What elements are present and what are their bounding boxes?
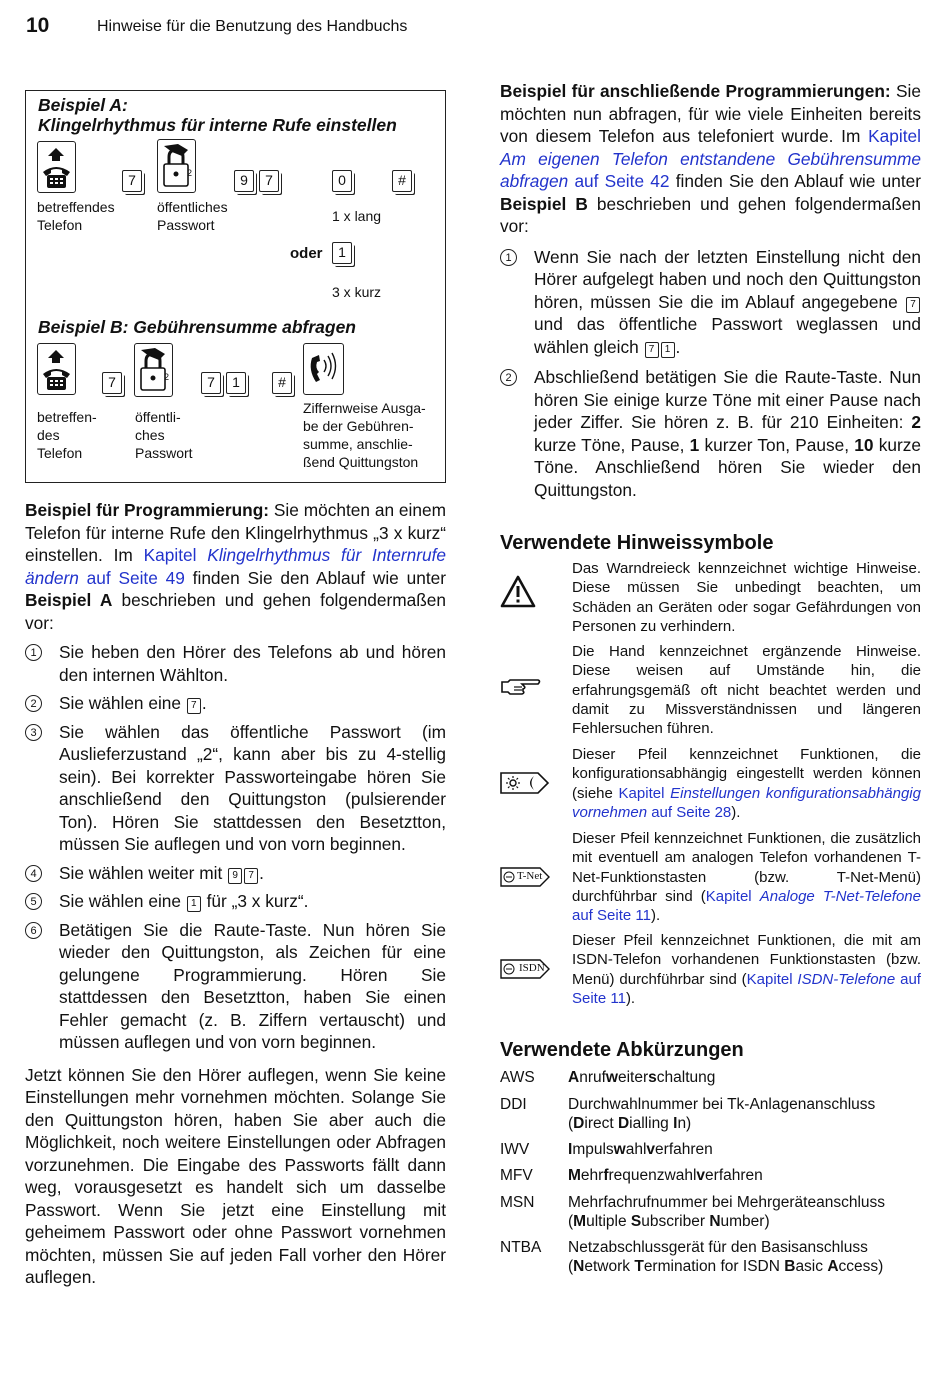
label-password: öffentliches Passwort: [157, 199, 228, 233]
lock-digit: 2: [186, 168, 192, 178]
step-number: 2: [25, 695, 42, 712]
abbreviation-key: MSN: [500, 1194, 535, 1211]
label-1x-long: 1 x lang: [332, 208, 382, 224]
abbreviation-key: NTBA: [500, 1239, 542, 1256]
abbreviation-row: AWS Anrufweiterschaltung: [500, 1069, 716, 1086]
chapter-link[interactable]: Kapitel ISDN-Telefone auf Seite 11: [572, 970, 921, 1007]
password-lock-icon: [157, 139, 196, 193]
label-password: öffentli- ches Passwort: [135, 409, 193, 461]
page-number: 10: [26, 14, 50, 37]
tnet-label: T-Net: [517, 870, 543, 882]
abbreviation-row: DDI Durchwahlnummer bei Tk-Anlagenanschluss (Direct Dialling In): [500, 1096, 876, 1132]
isdn-label: ISDN: [519, 962, 545, 974]
key-7: 7: [906, 297, 920, 313]
label-phone: betreffen- des Telefon: [37, 409, 97, 461]
key-7: 7: [122, 170, 142, 192]
paragraph-subsequent-programming: Beispiel für anschließende Programmierungen: Sie möchten nun abfragen, für wie viele Einheiten bereits von diesem Telefon aus telefoniert wurde. Im Kapitel Am eigenen Telefon entstandene Gebührensumme abfragen auf Seite 42 finden Sie den Ablauf wie unter Beispiel B beschrieben und gehen folgendermaßen vor:: [500, 81, 922, 236]
key-1: 1: [187, 896, 201, 912]
password-lock-icon: [134, 343, 173, 397]
key-7: 7: [259, 170, 279, 192]
label-phone: betreffendes Telefon: [37, 199, 115, 233]
example-a-subtitle: Klingelrhythmus für interne Rufe einstellen: [38, 115, 397, 135]
step-number: 4: [25, 865, 42, 882]
step-number: 6: [25, 922, 42, 939]
example-box: [25, 90, 446, 483]
example-b-title: Beispiel B: Gebührensumme abfragen: [38, 317, 356, 337]
heading-symbols: Verwendete Hinweissymbole: [500, 532, 774, 554]
list-item: 1 Wenn Sie nach der letzten Einstellung nicht den Hörer aufgelegt haben und noch den Quittungston hören, müssen Sie die im Ablauf angegebene 7 und das öffentliche Passwort weglassen und wählen gleich 7 1 .: [500, 246, 921, 359]
hint-isdn: Dieser Pfeil kennzeichnet Funktionen, die mit am ISDN-Telefon vorhandenen Funktionstasten (bzw. Menü) durchführbar sind (Kapitel ISDN-Telefone auf Seite 11).: [572, 932, 921, 1007]
right-column: [500, 80, 921, 501]
list-item: 6 Betätigen Sie die Raute-Taste. Nun hören Sie wieder den Quittungston, als Zeichen für eine gelungene Programmierung. Hören Sie stattdessen den Besetztton, haben Sie einen Fehler gemacht (z. B. Ziffern vertauscht) und müssen auflegen und von vorn beginnen.: [25, 919, 446, 1054]
list-item: 4 Sie wählen weiter mit 9 7 .: [25, 862, 446, 885]
list-item: 5 Sie wählen eine 1 für „3 x kurz“.: [25, 890, 446, 913]
step-number: 3: [25, 724, 42, 741]
abbreviation-row: NTBA Netzabschlussgerät für den Basisanschluss (Network Termination for ISDN Basic Access): [500, 1239, 884, 1275]
tnet-arrow-icon: [500, 867, 546, 887]
example-a-title: Beispiel A:: [38, 95, 128, 115]
chapter-link[interactable]: Kapitel Einstellungen konfigurationsabhängig vornehmen auf Seite 28: [572, 784, 921, 821]
chapter-link[interactable]: Kapitel Klingelrhythmus für Internrufe ändern auf Seite 49: [25, 545, 446, 588]
label-or: oder: [290, 245, 323, 262]
abbreviation-row: MSN Mehrfachrufnummer bei Mehrgeräteanschluss (Multiple Subscriber Number): [500, 1194, 886, 1230]
abbreviation-key: DDI: [500, 1096, 527, 1113]
step-number: 2: [500, 369, 517, 386]
key-hash: #: [392, 170, 412, 192]
abbreviation-row: MFV Mehrfrequenzwahlverfahren: [500, 1167, 763, 1184]
hint-warning: Das Warndreieck kennzeichnet wichtige Hinweise. Diese müssen Sie unbedingt beachten, um Schäden an Geräten oder sogar Gefährdungen von Personen zu verhindern.: [572, 560, 921, 635]
abbreviation-key: MFV: [500, 1167, 533, 1184]
left-column: [25, 499, 446, 1289]
label-3x-short: 3 x kurz: [332, 284, 382, 300]
key-7: 7: [102, 372, 122, 394]
list-item: 1 Sie heben den Hörer des Telefons ab und hören den internen Wählton.: [25, 641, 446, 686]
phone-ringing-icon: [303, 343, 344, 395]
paragraph-hang-up: Jetzt können Sie den Hörer auflegen, wenn Sie keine Einstellungen mehr vornehmen möchten. Solange Sie den Quittungston hören, haben Sie aber auch die Möglichkeit, noch weitere Einstellungen oder Abfragen vorzunehmen. Die Eingabe des Passworts fällt dann weg, vorausgesetzt es handelt sich um dasselbe Passwort. Wenn Sie jetzt eine Einstellung mit geheimem Passwort oder ohne Passwort vornehmen möchten, müssen Sie auf jeden Fall vorher den Hörer auflegen.: [25, 1064, 446, 1287]
abbreviation-key: IWV: [500, 1141, 530, 1158]
paragraph-programming-example: Beispiel für Programmierung: Sie möchten an einem Telefon für interne Rufe den Klingelrhythmus „3 x kurz“ einstellen. Im Kapitel Klingelrhythmus für Internrufe ändern auf Seite 49 finden Sie den Ablauf wie unter Beispiel A beschrieben und gehen folgendermaßen vor:: [25, 500, 446, 633]
lock-digit: 2: [163, 372, 169, 382]
step-number: 1: [25, 644, 42, 661]
key-7: 7: [201, 372, 221, 394]
list-item: 2 Sie wählen eine 7 .: [25, 692, 446, 715]
handset-lift-icon: [37, 141, 76, 193]
key-1: 1: [226, 372, 246, 394]
handset-lift-icon: [37, 343, 76, 395]
hint-tnet: Dieser Pfeil kennzeichnet Funktionen, die zusätzlich mit eventuell am analogen Telefon vorhandenen T-Net-Funktionstasten (bzw. T-Net-Menü) durchführbar sind (Kapitel Analoge T-Net-Telefone auf Seite 11).: [572, 830, 921, 925]
heading-abbreviations: Verwendete Abkürzungen: [500, 1039, 744, 1061]
key-1: 1: [332, 242, 352, 264]
hint-hand: Die Hand kennzeichnet ergänzende Hinweise. Diese weisen auf Umstände hin, die erfahrungsgemäß oft nicht beachtet werden und damit zu Missverständnissen und längeren Fehlersuchen führen.: [572, 643, 921, 738]
chapter-link[interactable]: Kapitel Am eigenen Telefon entstandene Gebührensumme abfragen auf Seite 42: [500, 126, 921, 191]
key-7: 7: [244, 868, 258, 884]
pointing-hand-icon: [500, 676, 542, 698]
abbreviation-key: AWS: [500, 1069, 535, 1086]
key-7: 7: [645, 342, 659, 358]
chapter-link[interactable]: Kapitel Analoge T-Net-Telefone auf Seite 11: [572, 887, 921, 925]
abbreviation-row: IWV Impulswahlverfahren: [500, 1141, 713, 1158]
key-0: 0: [332, 170, 352, 192]
key-1: 1: [661, 342, 675, 358]
configuration-arrow-icon: [500, 771, 550, 795]
step-number: 5: [25, 893, 42, 910]
key-hash: #: [272, 372, 292, 394]
label-output: Ziffernweise Ausga- be der Gebühren- summe, anschlie- ßend Quittungston: [303, 400, 426, 470]
warning-triangle-icon: [500, 575, 536, 609]
hint-configuration: Dieser Pfeil kennzeichnet Funktionen, die konfigurationsabhängig eingestellt werden können (siehe Kapitel Einstellungen konfigurationsabhängig vornehmen auf Seite 28).: [572, 746, 921, 821]
key-9: 9: [228, 868, 242, 884]
key-9: 9: [234, 170, 254, 192]
list-item: 2 Abschließend betätigen Sie die Raute-Taste. Nun hören Sie einige kurze Töne mit einer Pause nach jeder Ziffer. Sie hören z. B. für 210 Einheiten: 2 kurze Töne, Pause, 1 kurzer Ton, Pause, 10 kurze Töne. Anschließend hören Sie wieder den Quittungston.: [500, 366, 921, 501]
isdn-arrow-icon: [500, 959, 546, 979]
step-number: 1: [500, 249, 517, 266]
list-item: 3 Sie wählen das öffentliche Passwort (im Auslieferzustand „2“, kann aber bis zu 4-stellig sein). Bei korrekter Passworteingabe hören Sie anschließend den Quittungston (pulsierender Ton). Hören Sie stattdessen den Besetztton, müssen Sie auflegen und von vorn beginnen.: [25, 721, 446, 856]
running-header: Hinweise für die Benutzung des Handbuchs: [97, 18, 408, 35]
key-7: 7: [187, 698, 201, 714]
